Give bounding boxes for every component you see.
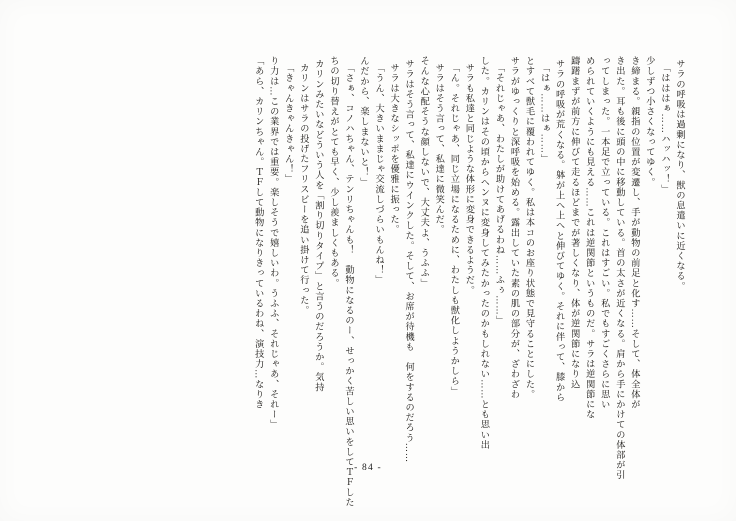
text-line: 「ん。それじゃあ、同じ立場になるために、わたしも獣化しようかしら」	[449, 63, 460, 397]
text-line: カリンみたいなどういう人を「割り切りタイプ」と言うのだろうか。気持	[313, 59, 324, 393]
text-line: き出た。耳も後に頭の中に移動している。首の太さが近くなる。肩から手にかけての体部が引	[614, 56, 625, 481]
page-number: - 84 -	[354, 463, 382, 473]
text-line: ちの切り替えがとても早く、少し羨ましくもある。	[328, 56, 339, 289]
text-line: 躊躇まずが前方に伸びて走るほどまでが著しくなり、体が逆関節になり込	[569, 56, 580, 390]
text-line: サラの呼吸が荒くなる。躰が上へ上へと伸びてゆく。それに伴って、膝から	[554, 59, 565, 403]
text-line: サラがゆっくりと深呼吸を始める。露出していた素の肌の部分が、ざわざわ	[509, 56, 520, 400]
text-line: んだから、楽しまないと！」	[359, 56, 370, 188]
text-line: そんな心配そうな顔しないで、大丈夫よ、うふふ」	[419, 56, 430, 289]
text-line: した。カリンはその頃からヘンヌに変身してみたかったのかもしれない……とも思い出	[479, 56, 490, 450]
text-line: サラも私達と同じような体形に変身できるようだ。	[464, 63, 475, 296]
text-line: 「うん、大きいままじゃ交流しづらいもんね！」	[374, 63, 385, 286]
text-line: ってしまった。一本足で立っている。これはすごい。私でもすごくさらに思い	[599, 56, 610, 410]
text-line: き締まる。親指の位置が変遷し、手が動物の前足と化す……そして、体全体が	[629, 56, 640, 410]
text-line: り力は…この業界では重要。楽しそうで嬉しいわ。うふふ、それじゃあ、それー」	[268, 56, 279, 430]
text-line: カリンはサラの投げたフリスビーを追い掛けて行った。	[298, 63, 309, 316]
text-line: とすべて獣毛に覆われてゆく。私は本コのお座り状態で見守ることにした。	[524, 56, 535, 400]
text-line: サラは大きなシッポを優雅に振った。	[389, 63, 400, 235]
text-line: サラはそう言って、私達に微笑んだ。	[434, 63, 445, 235]
text-line: 少しずつ小さくなってゆく。	[644, 56, 655, 188]
text-line: 「きゃんきゃんきゃん！」	[283, 63, 294, 185]
text-line: 「あら、カリンちゃん。ＴＦして動物になりきっているわね、演技力…なりき	[253, 56, 264, 410]
text-line: サラはそう言って、私達にウインクした。そして、お席が待機も 何をするのだろう……	[404, 59, 415, 463]
text-line: められていくようにも見える……これは逆関節というものだ。サラは逆関節にな	[584, 56, 595, 420]
text-line: 「はははぁ……ハッハッ！」	[659, 63, 670, 195]
text-line: 「さぁ、コノハちゃん、テンリちゃんも！ 動物になるのー、せっかく苦しい思いをしてＴＦした	[343, 63, 354, 508]
text-line: 「はぁ……はぁ……」	[539, 63, 550, 164]
text-line: サラの呼吸は過剰になり、獣の息遣いに近くなる。	[675, 59, 685, 292]
text-line: 「それじゃあ、わたしが助けてあげるわね……ふぅ……」	[494, 63, 505, 326]
